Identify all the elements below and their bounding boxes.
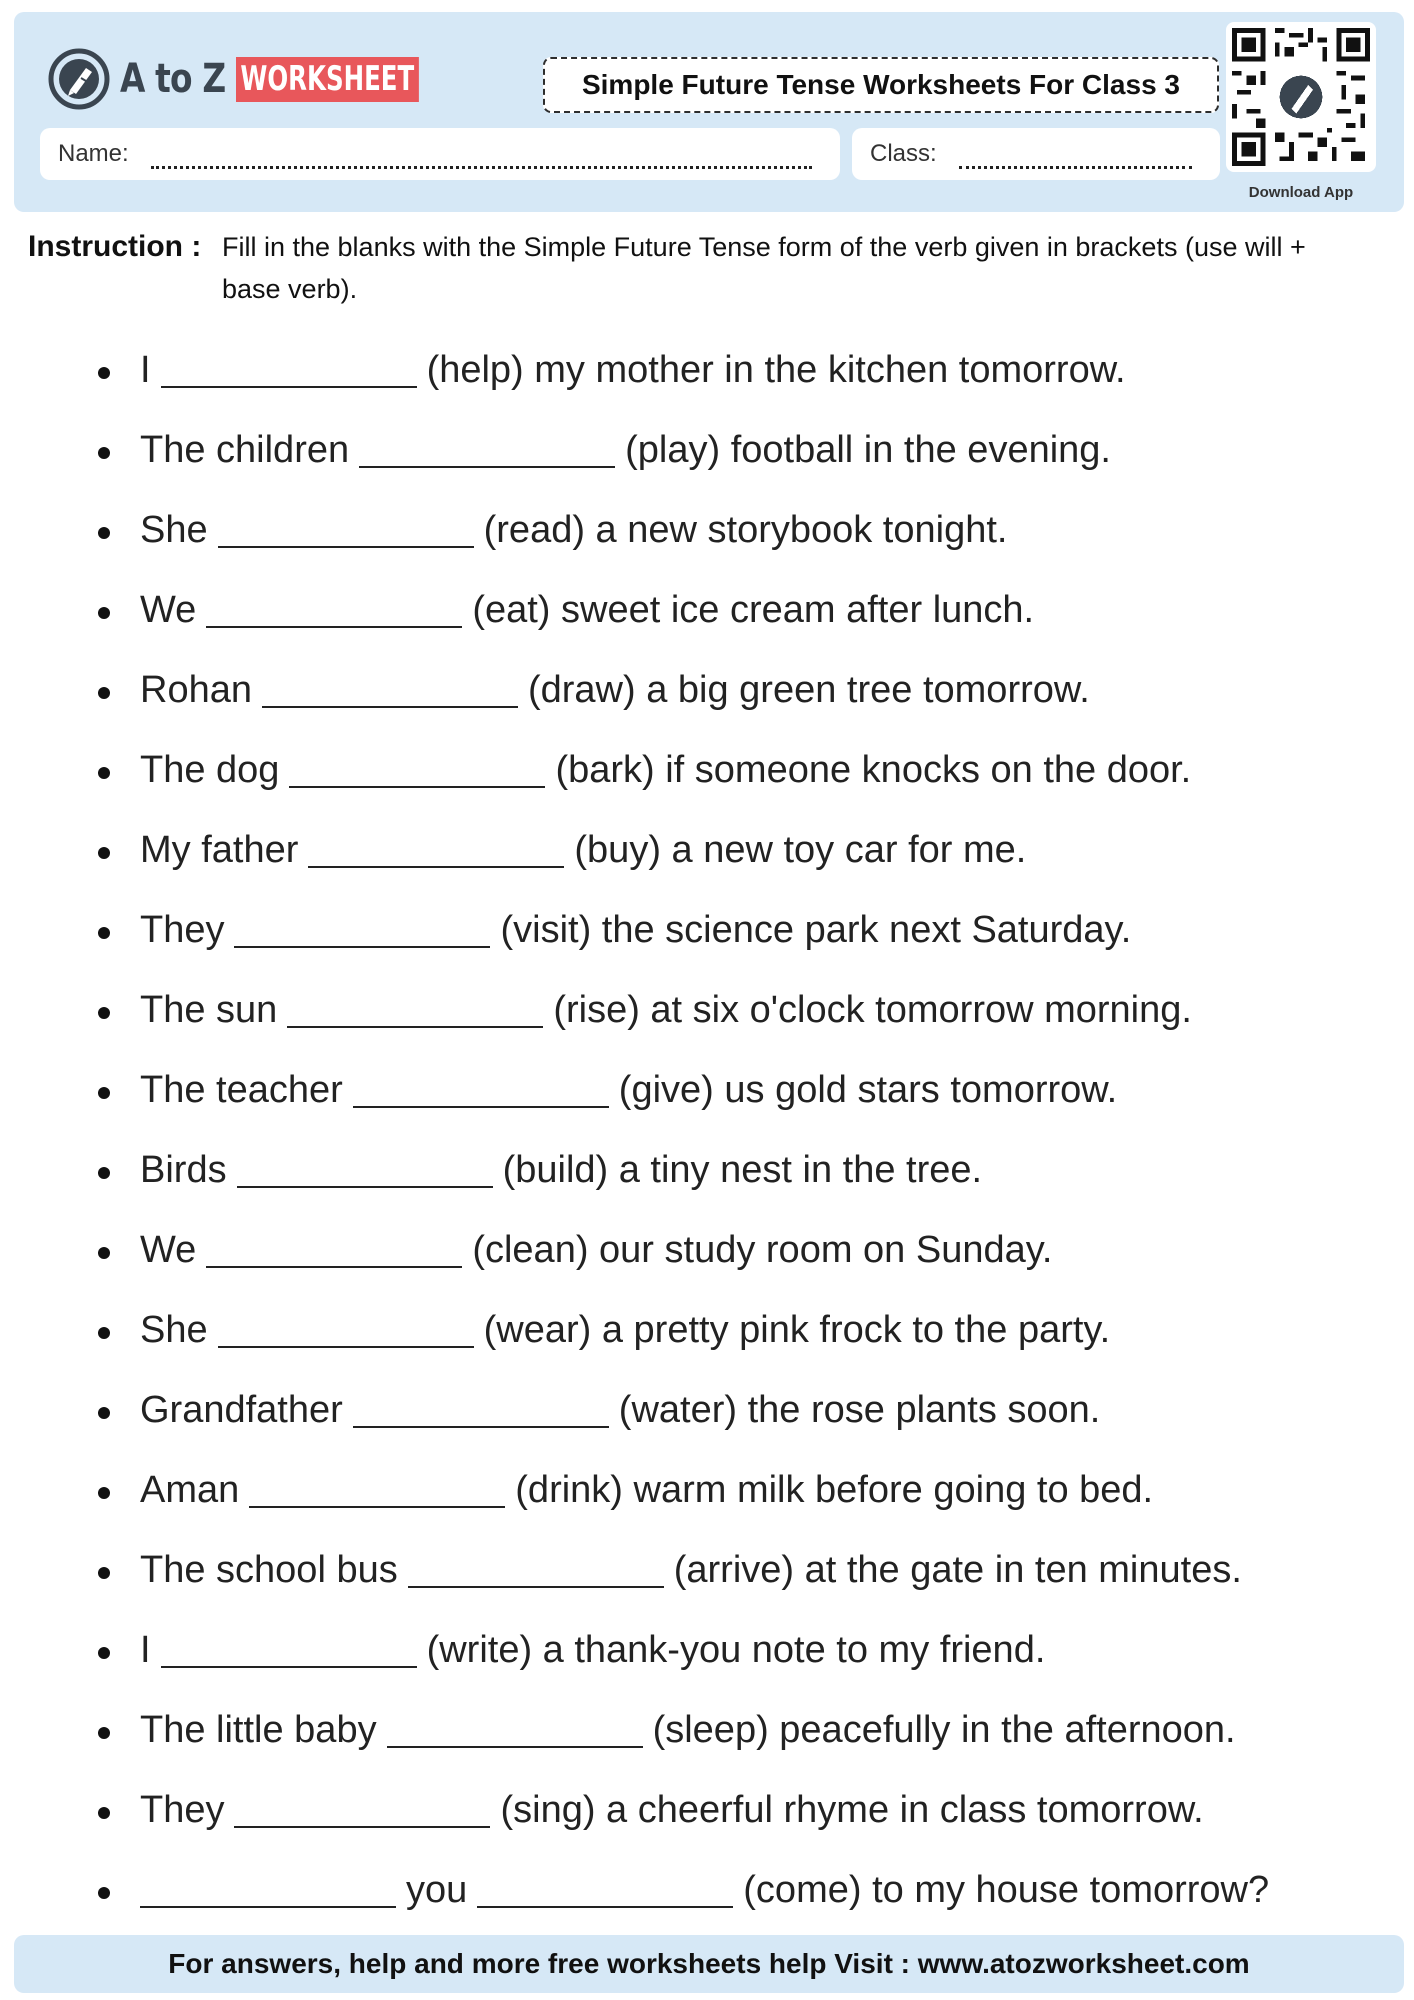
instruction-label: Instruction : — [28, 230, 202, 263]
logo-text: A to Z — [120, 56, 226, 102]
question-lead: The little baby — [140, 1709, 377, 1751]
question-rest: (rise) at six o'clock tomorrow morning. — [553, 989, 1192, 1031]
qr-caption: Download App — [1248, 184, 1354, 201]
answer-blank[interactable] — [140, 1868, 396, 1908]
question-rest: (water) the rose plants soon. — [618, 1389, 1101, 1431]
question-lead: They — [140, 1789, 225, 1831]
question-rest: (come) to my house tomorrow? — [743, 1869, 1270, 1911]
answer-blank[interactable] — [249, 1468, 505, 1508]
question-rest: (drink) warm milk before going to bed. — [515, 1469, 1154, 1511]
answer-blank[interactable] — [234, 1788, 490, 1828]
answer-blank[interactable] — [308, 828, 564, 868]
question-item — [140, 1540, 1242, 1600]
question-item — [140, 820, 1026, 880]
question-rest: (clean) our study room on Sunday. — [472, 1229, 1053, 1271]
question-rest: (play) football in the evening. — [625, 429, 1111, 471]
question-item — [140, 580, 1034, 640]
question-rest: (wear) a pretty pink frock to the party. — [483, 1309, 1111, 1351]
question-rest: (draw) a big green tree tomorrow. — [527, 669, 1090, 711]
question-rest: (read) a new storybook tonight. — [483, 509, 1008, 551]
question-item — [140, 500, 1007, 560]
answer-blank[interactable] — [408, 1548, 664, 1588]
question-lead: The sun — [140, 989, 278, 1031]
qr-code-icon — [1232, 28, 1370, 166]
question-item — [140, 1460, 1153, 1520]
question-item — [140, 900, 1131, 960]
answer-blank[interactable] — [289, 748, 545, 788]
question-lead: Birds — [140, 1149, 227, 1191]
question-lead: Aman — [140, 1469, 240, 1511]
qr-code[interactable] — [1226, 22, 1376, 172]
class-dotted-line[interactable] — [959, 139, 1192, 169]
question-lead: I — [140, 1629, 151, 1671]
answer-blank[interactable] — [218, 1308, 474, 1348]
header-panel — [14, 12, 1404, 212]
question-lead: She — [140, 1309, 208, 1351]
worksheet-title: Simple Future Tense Worksheets For Class 3 — [543, 57, 1219, 113]
question-item — [140, 1300, 1110, 1360]
answer-blank[interactable] — [206, 1228, 462, 1268]
question-lead: The school bus — [140, 1549, 398, 1591]
footer-banner — [14, 1935, 1404, 1993]
question-rest: (eat) sweet ice cream after lunch. — [472, 589, 1035, 631]
pen-nib-icon — [48, 48, 110, 110]
question-item — [140, 1860, 1269, 1920]
answer-blank[interactable] — [353, 1068, 609, 1108]
question-rest: (build) a tiny nest in the tree. — [502, 1149, 983, 1191]
footer-text: For answers, help and more free worksheets help Visit : www.atozworksheet.com — [168, 1948, 1250, 1979]
question-middle: you — [406, 1869, 468, 1911]
question-lead: I — [140, 349, 151, 391]
question-lead: The dog — [140, 749, 280, 791]
answer-blank[interactable] — [161, 1628, 417, 1668]
answer-blank[interactable] — [161, 348, 417, 388]
question-item — [140, 1620, 1045, 1680]
question-lead: The teacher — [140, 1069, 343, 1111]
answer-blank[interactable] — [359, 428, 615, 468]
question-item — [140, 1380, 1100, 1440]
answer-blank[interactable] — [387, 1708, 643, 1748]
name-field[interactable] — [40, 128, 840, 180]
name-label: Name: — [58, 140, 129, 167]
question-lead: We — [140, 1229, 197, 1271]
question-lead: The children — [140, 429, 350, 471]
brand-logo[interactable] — [48, 44, 490, 114]
question-item — [140, 660, 1090, 720]
question-lead: Grandfather — [140, 1389, 343, 1431]
logo-badge: WORKSHEET — [236, 57, 419, 102]
answer-blank[interactable] — [218, 508, 474, 548]
instruction-text: Fill in the blanks with the Simple Future Tense form of the verb given in brackets (use will + base verb). — [222, 232, 1306, 304]
question-lead: They — [140, 909, 225, 951]
question-lead: My father — [140, 829, 299, 871]
class-field[interactable] — [852, 128, 1220, 180]
question-rest: (give) us gold stars tomorrow. — [618, 1069, 1118, 1111]
answer-blank[interactable] — [287, 988, 543, 1028]
answer-blank[interactable] — [206, 588, 462, 628]
question-rest: (sing) a cheerful rhyme in class tomorrow. — [500, 1789, 1204, 1831]
question-lead: Rohan — [140, 669, 252, 711]
question-lead: We — [140, 589, 197, 631]
question-item — [140, 740, 1191, 800]
question-rest: (visit) the science park next Saturday. — [500, 909, 1132, 951]
class-label: Class: — [870, 140, 937, 167]
question-rest: (arrive) at the gate in ten minutes. — [673, 1549, 1242, 1591]
name-dotted-line[interactable] — [151, 139, 812, 169]
answer-blank[interactable] — [353, 1388, 609, 1428]
question-item — [140, 1220, 1052, 1280]
question-rest: (bark) if someone knocks on the door. — [555, 749, 1192, 791]
question-item — [140, 1780, 1204, 1840]
question-item — [140, 1140, 982, 1200]
answer-blank[interactable] — [234, 908, 490, 948]
question-item — [140, 340, 1126, 400]
question-item — [140, 1700, 1236, 1760]
question-rest: (write) a thank-you note to my friend. — [426, 1629, 1046, 1671]
question-rest: (help) my mother in the kitchen tomorrow. — [426, 349, 1126, 391]
answer-blank[interactable] — [237, 1148, 493, 1188]
answer-blank[interactable] — [477, 1868, 733, 1908]
question-item — [140, 420, 1111, 480]
question-rest: (buy) a new toy car for me. — [574, 829, 1027, 871]
question-lead: She — [140, 509, 208, 551]
answer-blank[interactable] — [262, 668, 518, 708]
question-item — [140, 1060, 1117, 1120]
question-item — [140, 980, 1192, 1040]
question-rest: (sleep) peacefully in the afternoon. — [652, 1709, 1236, 1751]
